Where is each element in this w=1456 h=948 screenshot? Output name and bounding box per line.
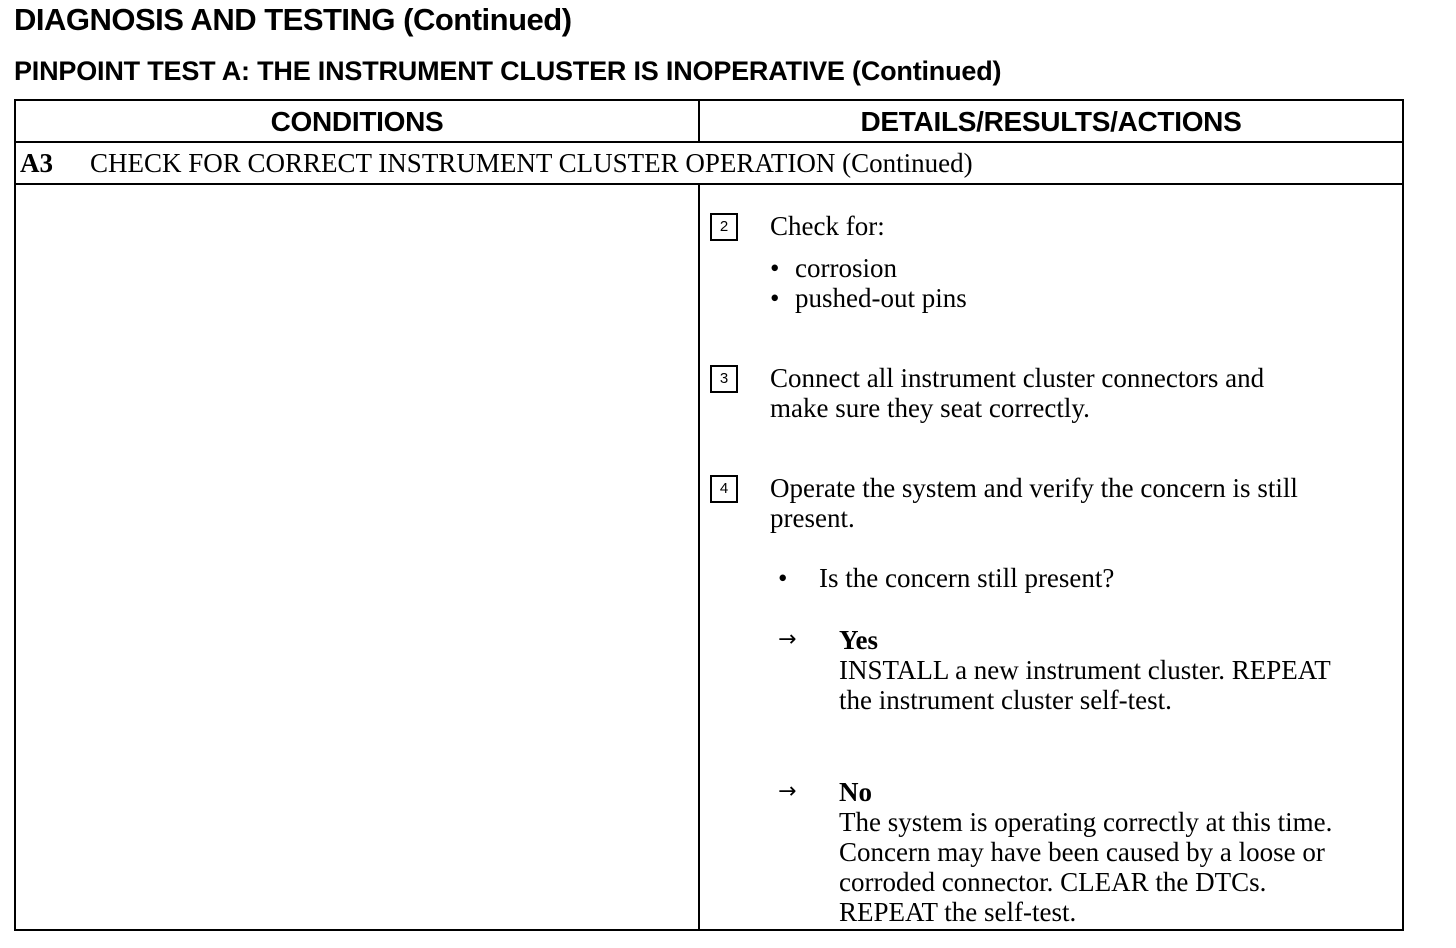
bullet-glyph-icon: • — [770, 283, 780, 313]
step-id: A3 — [20, 148, 53, 178]
substep-text-line: present. — [770, 503, 855, 533]
result-text-line: The system is operating correctly at this time. — [839, 807, 1333, 837]
result-label-no: No — [839, 777, 872, 807]
bullet-item: corrosion — [795, 253, 897, 283]
substep-number-box: 3 — [710, 365, 738, 393]
page-subtitle: PINPOINT TEST A: THE INSTRUMENT CLUSTER IS INOPERATIVE (Continued) — [14, 56, 1002, 86]
result-text-line: the instrument cluster self-test. — [839, 685, 1172, 715]
conditions-header: CONDITIONS — [270, 106, 444, 137]
step-title: CHECK FOR CORRECT INSTRUMENT CLUSTER OPERATION (Continued) — [90, 148, 973, 178]
result-text-line: REPEAT the self-test. — [839, 897, 1077, 927]
arrow-right-icon: → — [778, 779, 797, 804]
question-text: Is the concern still present? — [819, 563, 1115, 593]
pinpoint-test-table — [14, 99, 1404, 931]
page-title: DIAGNOSIS AND TESTING (Continued) — [14, 2, 572, 37]
arrow-right-icon: → — [778, 627, 797, 652]
substep-text-line: make sure they seat correctly. — [770, 393, 1090, 423]
substep-number-box: 4 — [710, 475, 738, 503]
step-title-row — [16, 143, 1402, 185]
bullet-glyph-icon: • — [770, 253, 780, 283]
substep-text-line: Connect all instrument cluster connectors and — [770, 363, 1265, 393]
details-header: DETAILS/RESULTS/ACTIONS — [860, 106, 1242, 137]
result-text-line: INSTALL a new instrument cluster. REPEAT — [839, 655, 1331, 685]
conditions-cell — [16, 185, 698, 931]
table-header-row — [16, 101, 1402, 143]
substep-text: Check for: — [770, 211, 885, 241]
result-text-line: Concern may have been caused by a loose or — [839, 837, 1325, 867]
result-label-yes: Yes — [839, 625, 878, 655]
substep-text-line: Operate the system and verify the concern is still — [770, 473, 1298, 503]
result-text-line: corroded connector. CLEAR the DTCs. — [839, 867, 1267, 897]
bullet-glyph-icon: • — [778, 563, 788, 593]
details-cell — [700, 185, 1402, 931]
bullet-item: pushed-out pins — [795, 283, 967, 313]
substep-number-box: 2 — [710, 213, 738, 241]
